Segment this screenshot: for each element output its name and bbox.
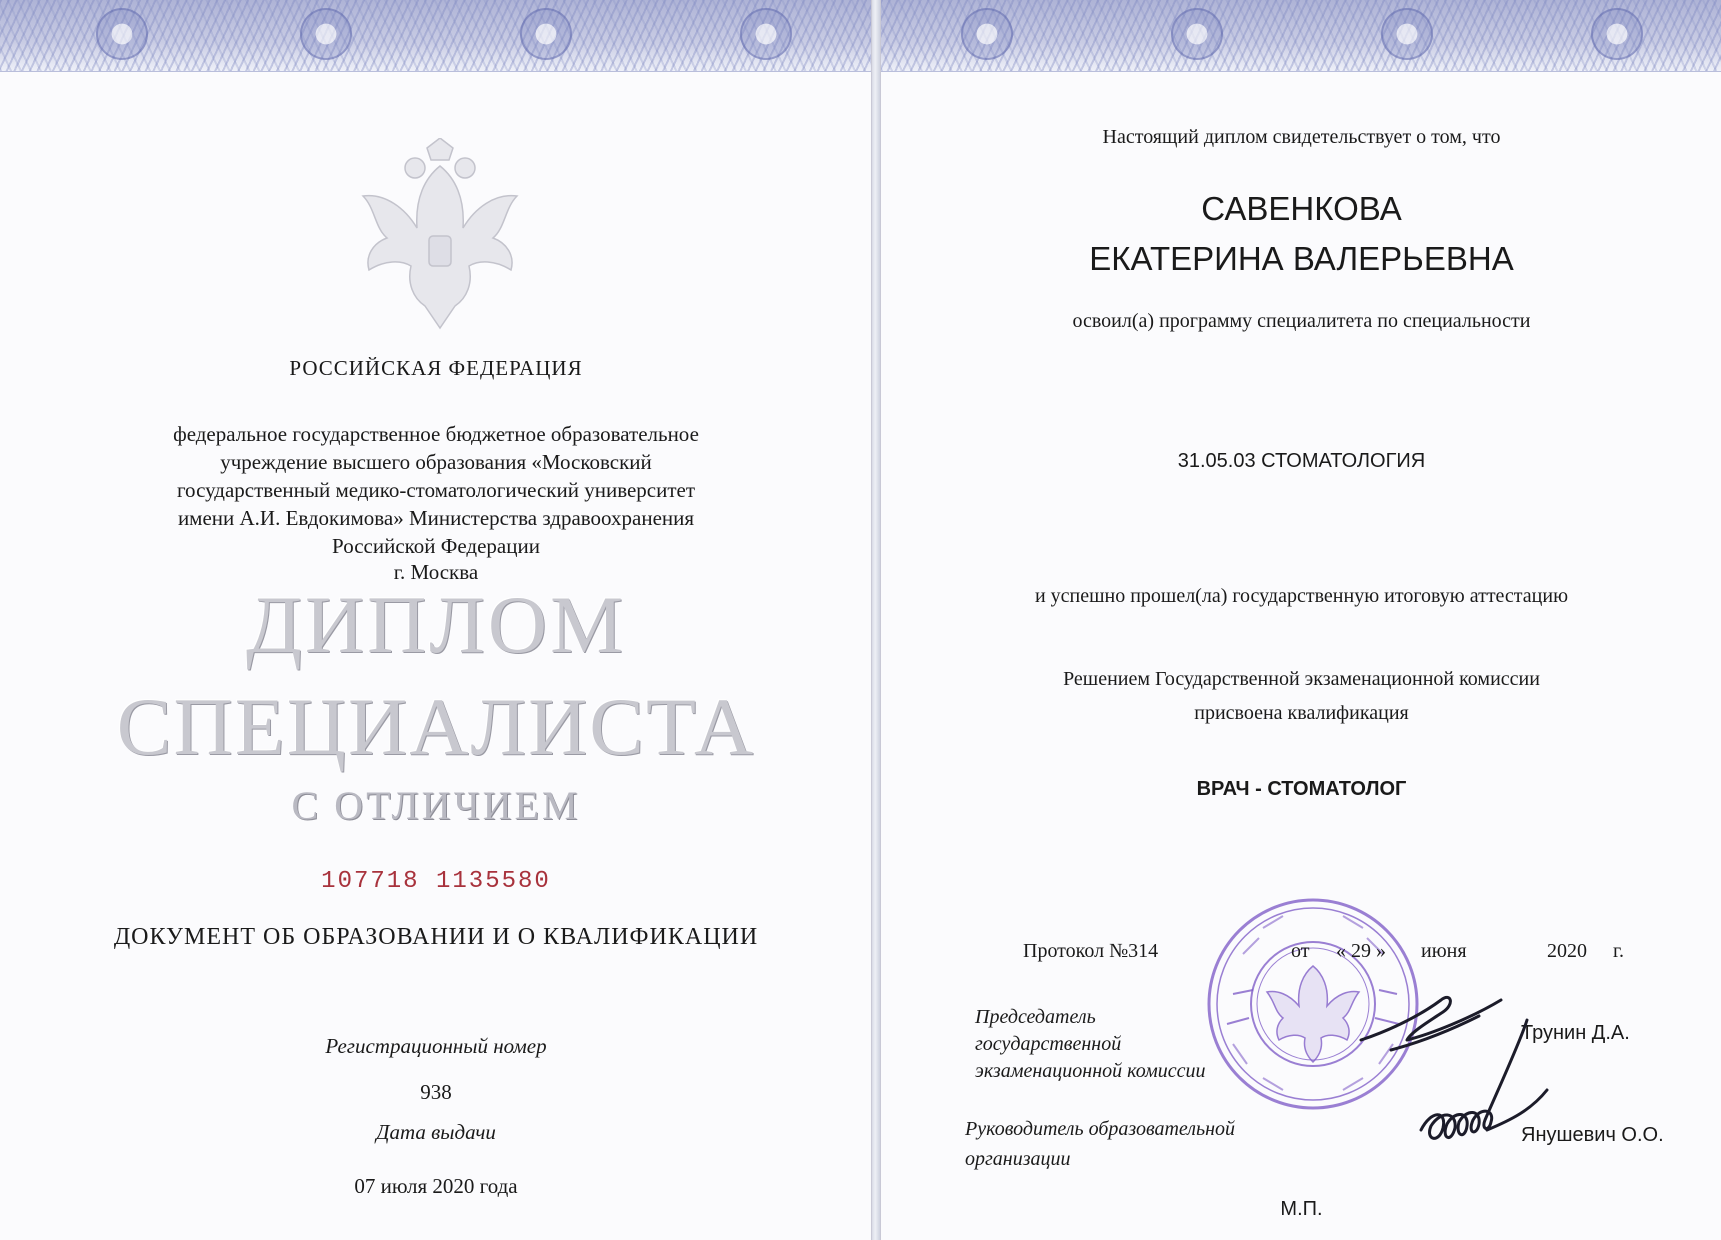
chair-title-line: государственной — [975, 1033, 1122, 1055]
rosette-ornament — [1381, 8, 1433, 60]
document-type: ДОКУМЕНТ ОБ ОБРАЗОВАНИИ И О КВАЛИФИКАЦИИ — [113, 924, 759, 950]
chair-name: Трунин Д.А. — [1521, 1022, 1630, 1044]
rosette-ornament — [300, 8, 352, 60]
program-mastered-text: освоил(а) программу специалитета по специальности — [1072, 310, 1531, 332]
head-title-line: организации — [965, 1148, 1071, 1170]
double-headed-eagle-emblem — [345, 138, 535, 338]
graduate-surname: САВЕНКОВА — [1201, 190, 1402, 227]
institution-line: учреждение высшего образования «Московский — [220, 450, 652, 474]
rosette-ornament — [740, 8, 792, 60]
registration-number-label: Регистрационный номер — [325, 1034, 547, 1058]
graduate-given-names: ЕКАТЕРИНА ВАЛЕРЬЕВНА — [1089, 240, 1514, 277]
country-name: РОССИЙСКАЯ ФЕДЕРАЦИЯ — [289, 356, 583, 380]
protocol-month: июня — [1421, 940, 1467, 962]
issue-date-label: Дата выдачи — [376, 1120, 496, 1144]
head-name: Янушевич О.О. — [1521, 1124, 1664, 1146]
rosette-ornament — [1591, 8, 1643, 60]
rosette-ornament — [96, 8, 148, 60]
rosette-ornament — [1171, 8, 1223, 60]
specialty: 31.05.03 СТОМАТОЛОГИЯ — [1177, 450, 1426, 472]
rosette-ornament — [520, 8, 572, 60]
protocol-year: 2020 — [1547, 940, 1587, 962]
institution-line: федеральное государственное бюджетное образовательное — [173, 422, 699, 446]
commission-chair-title — [975, 1004, 1275, 1085]
diploma-subtitle: СПЕЦИАЛИСТА — [116, 681, 756, 772]
handwritten-signature — [1351, 960, 1651, 1170]
protocol-from-label: от — [1291, 940, 1310, 962]
protocol-day: « 29 » — [1336, 940, 1386, 962]
attestation-text: и успешно прошел(ла) государственную итоговую аттестацию — [1034, 585, 1569, 607]
institution-line: имени А.И. Евдокимова» Министерства здравоохранения — [177, 506, 695, 530]
qualification: ВРАЧ - СТОМАТОЛОГ — [1196, 778, 1407, 800]
chair-title-line: экзаменационной комиссии — [975, 1060, 1206, 1082]
organization-head-title — [965, 1114, 1305, 1174]
seal-placement-label: М.П. — [1280, 1198, 1323, 1220]
certifies-text: Настоящий диплом свидетельствует о том, что — [1102, 126, 1501, 148]
institution-name — [110, 420, 762, 560]
honors-label: С ОТЛИЧИЕМ — [291, 783, 581, 828]
protocol-year-suffix: г. — [1613, 940, 1624, 962]
registration-number: 938 — [420, 1080, 452, 1104]
qualification-assigned-text: присвоена квалификация — [1194, 702, 1409, 724]
city: г. Москва — [393, 560, 479, 584]
diploma-right-page — [880, 0, 1721, 1240]
issue-date: 07 июля 2020 года — [354, 1174, 518, 1198]
rosette-ornament — [961, 8, 1013, 60]
book-spine — [872, 0, 880, 1240]
institution-line: государственный медико-стоматологический университет — [176, 478, 696, 502]
chair-title-line: Председатель — [975, 1006, 1096, 1028]
diploma-title: ДИПЛОМ — [245, 579, 627, 670]
institution-line: Российской Федерации — [332, 534, 540, 558]
head-title-line: Руководитель образовательной — [965, 1118, 1236, 1140]
guilloche-header-pattern — [881, 0, 1721, 72]
guilloche-header-pattern — [0, 0, 871, 72]
serial-number: 107718 1135580 — [321, 868, 551, 895]
protocol-number: Протокол №314 — [1023, 940, 1159, 962]
commission-decision-text: Решением Государственной экзаменационной комиссии — [1063, 668, 1540, 690]
